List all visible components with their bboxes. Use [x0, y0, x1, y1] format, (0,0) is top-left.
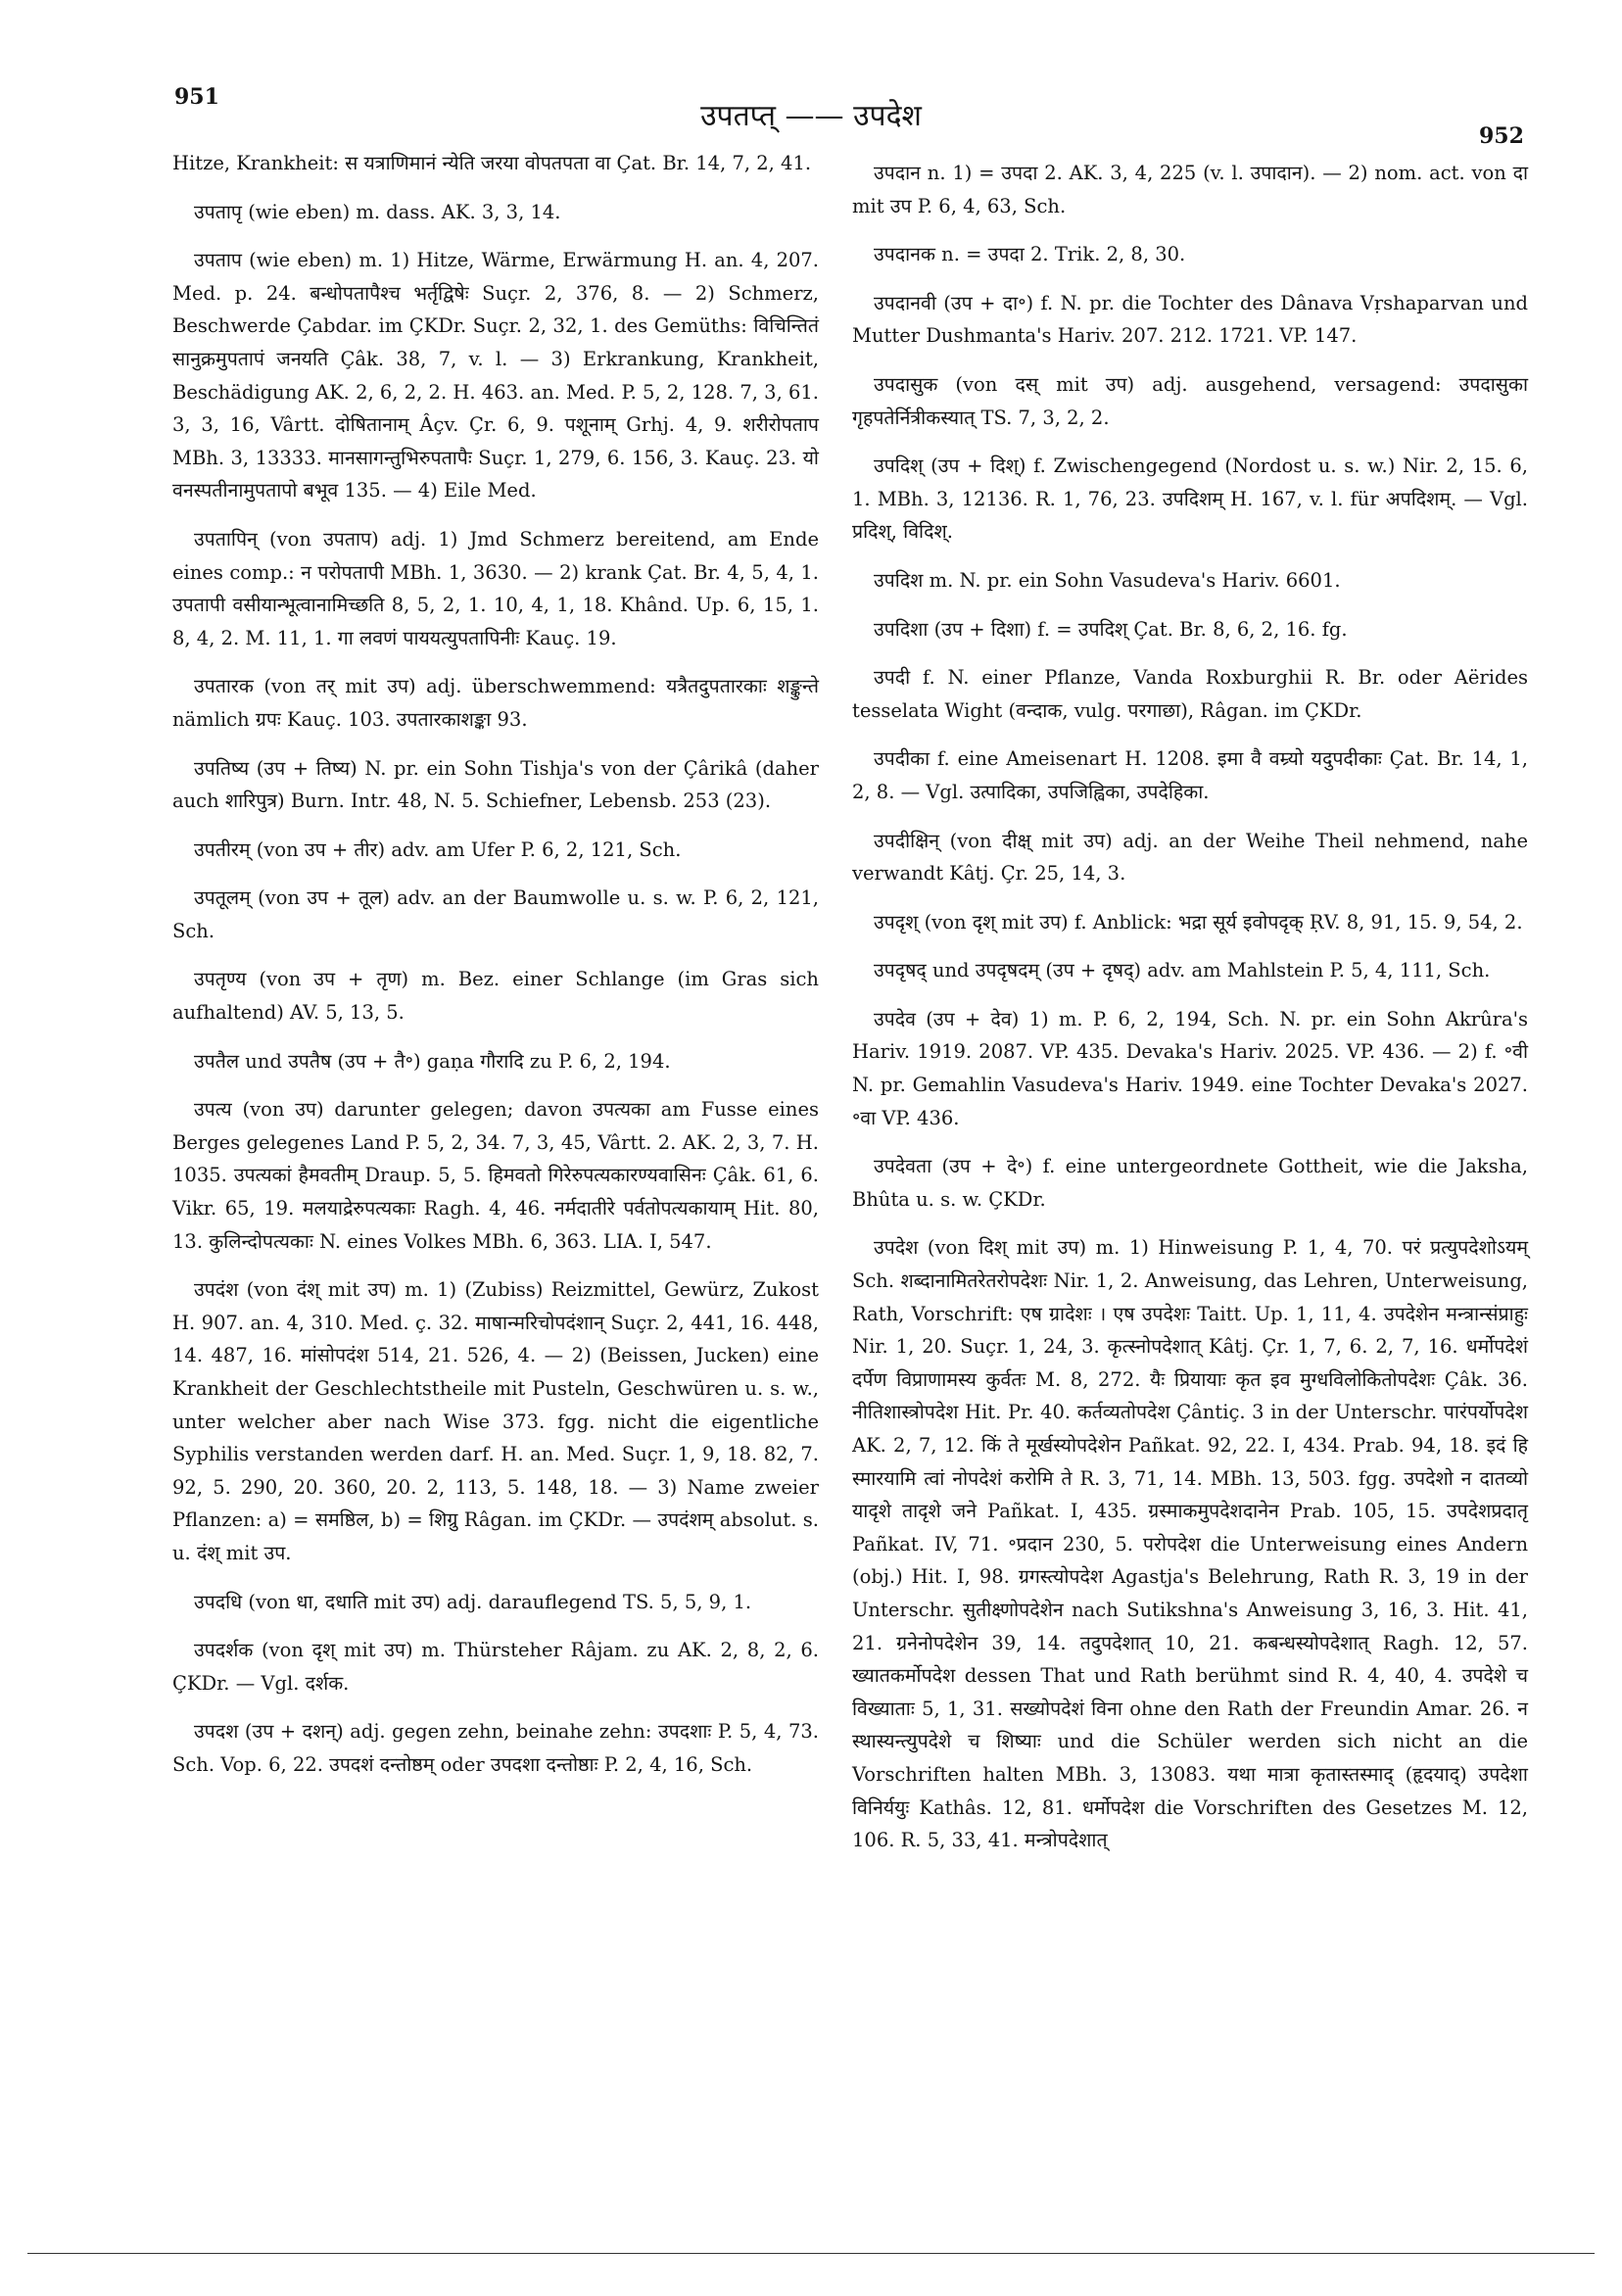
bottom-rule — [27, 2253, 1595, 2254]
left-column — [172, 147, 819, 1797]
dictionary-entry: उपदृषद् und उपदृषदम् (उप + दृषद्) adv. am Mahlstein P. 5, 4, 111, Sch. — [874, 959, 1491, 982]
dictionary-entry: उपदंश (von दंश् mit उप) m. 1) (Zubiss) Reizmittel, Gewürz, Zukost H. 907. an. 4, 310. Med. ç. 32. माषान्मरिचोपदंशान् Suçr. 2, 441, 16. 448, 14. 487, 16. मांसोपदंश 514, 21. 526, 4. — 2) (Beissen, Jucken) eine Krankheit der Geschlechtstheile mit Pusteln, Geschwüren u. s. w., unter welcher aber nach Wise 373. fgg. nicht die eigentliche Syphilis verstanden werden darf. H. an. Med. Suçr. 1, 9, 18. 82, 7. 92, 5. 290, 20. 360, 20. 2, 113, 5. 148, 18. — 3) Name zweier Pflanzen: a) = समष्ठिल, b) = शिग्रु Râgan. im ÇKDr. — उपदंशम् absolut. s. u. दंश् mit उप. — [172, 1278, 819, 1564]
dictionary-entry: उपतैल und उपतैष (उप + तै॰) gaṇa गौरादि zu P. 6, 2, 194. — [194, 1049, 671, 1073]
left-page-number: 951 — [174, 84, 219, 110]
right-page-number: 952 — [1479, 123, 1524, 149]
dictionary-entry: उपदासुक (von दस् mit उप) adj. ausgehend, versagend: उपदासुका गृहपतेर्नित्रीकस्यात् TS. 7, 3, 2, 2. — [852, 372, 1528, 429]
dictionary-entry: उपतूलम् (von उप + तूल) adv. an der Baumwolle u. s. w. P. 6, 2, 121, Sch. — [172, 886, 819, 942]
dictionary-entry: उपदेव (उप + देव) 1) m. P. 6, 2, 194, Sch. N. pr. ein Sohn Akrûra's Hariv. 1919. 2087. VP. 435. Devaka's Hariv. 2025. VP. 436. — 2) f. ॰वी N. pr. Gemahlin Vasudeva's Hariv. 1949. eine Tochter Devaka's 2027. ॰वा VP. 436. — [852, 1007, 1528, 1129]
dictionary-entry: उपदिश् (उप + दिश्) f. Zwischengegend (Nordost u. s. w.) Nir. 2, 15. 6, 1. MBh. 3, 12136. R. 1, 76, 23. उपदिशम् H. 167, v. l. für अपदिशम्. — Vgl. प्रदिश्, विदिश्. — [852, 454, 1528, 544]
dictionary-entry: उपतिष्य (उप + तिष्य) N. pr. ein Sohn Tishja's von der Çârikâ (daher auch शारिपुत्र) Burn. Intr. 48, N. 5. Schiefner, Lebensb. 253 (23). — [172, 756, 819, 813]
running-head: उपतप्त् —— उपदेश — [700, 99, 922, 133]
dictionary-entry: उपतापृ (wie eben) m. dass. AK. 3, 3, 14. — [194, 200, 561, 223]
right-column — [852, 157, 1528, 1873]
dictionary-entry: उपदानक n. = उपदा 2. Trik. 2, 8, 30. — [874, 243, 1186, 266]
dictionary-entry: उपदिशा (उप + दिशा) f. = उपदिश् Çat. Br. 8, 6, 2, 16. fg. — [874, 617, 1348, 641]
dictionary-entry: उपदीक्षिन् (von दीक्ष् mit उप) adj. an der Weihe Theil nehmend, nahe verwandt Kâtj. Çr. 25, 14, 3. — [852, 829, 1528, 885]
dictionary-entry: उपतृण्य (von उप + तृण) m. Bez. einer Schlange (im Gras sich aufhaltend) AV. 5, 13, 5. — [172, 968, 819, 1025]
dictionary-entry: उपदेश (von दिश् mit उप) m. 1) Hinweisung P. 1, 4, 70. परं प्रत्युपदेशोऽयम् Sch. शब्दानामितरेतरोपदेशः Nir. 1, 2. Anweisung, das Lehren, Unterweisung, Rath, Vorschrift: एष ग्रादेशः । एष उपदेशः Taitt. Up. 1, 11, 4. उपदेशेन मन्त्रान्संप्राहुः Nir. 1, 20. Suçr. 1, 24, 3. कृत्स्नोपदेशात् Kâtj. Çr. 1, 7, 6. 2, 7, 16. धर्मोपदेशं दर्पेण विप्राणामस्य कुर्वतः M. 8, 272. यैः प्रियायाः कृत इव मुग्धविलोकितोपदेशः Çâk. 36. नीतिशास्त्रोपदेश Hit. Pr. 40. कर्तव्यतोपदेश Çântiç. 3 in der Unterschr. पारंपर्योपदेश AK. 2, 7, 12. किं ते मूर्खस्योपदेशेन Pañkat. 92, 22. I, 434. Prab. 94, 18. इदं हि स्मारयामि त्वां नोपदेशं करोमि ते R. 3, 71, 14. MBh. 13, 503. fgg. उपदेशो न दातव्यो यादृशे तादृशे जने Pañkat. I, 435. ग्रस्माकमुपदेशदानेन Prab. 105, 15. उपदेशप्रदातृ Pañkat. IV, 71. ॰प्रदान 230, 5. परोपदेश die Unterweisung eines Andern (obj.) Hit. I, 98. ग्रगस्त्योपदेश Agastja's Belehrung, Rath R. 3, 19 in der Unterschr. सुतीक्ष्णोपदेशेन nach Sutikshna's Anweisung 3, 16, 3. Hit. 41, 21. ग्रनेनोपदेशेन 39, 14. तदुपदेशात् 10, 21. कबन्धस्योपदेशात् Ragh. 12, 57. ख्यातकर्मोपदेश dessen That und Rath berühmt sind R. 4, 40, 4. उपदेशे च विख्याताः 5, 1, 31. सख्योपदेशं विना ohne den Rath der Freundin Amar. 26. न स्थास्यन्त्युपदेशे च शिष्याः und die Schüler werden sich nicht an die Vorschriften halten MBh. 3, 13083. यथा मात्रा कृतास्तस्माद् (हृदयाद्) उपदेशा विनिर्ययुः Kathâs. 12, 81. धर्मोपदेश die Vorschriften des Gesetzes M. 12, 106. R. 5, 33, 41. मन्त्रोपदेशात् — [852, 1236, 1528, 1852]
dictionary-entry: उपदर्शक (von दृश् mit उप) m. Thürsteher Râjam. zu AK. 2, 8, 2, 6. ÇKDr. — Vgl. दर्शक. — [172, 1639, 819, 1695]
dictionary-entry: उपदृश् (von दृश् mit उप) f. Anblick: भद्रा सूर्य इवोपदृक् ṚV. 8, 91, 15. 9, 54, 2. — [874, 910, 1523, 933]
dictionary-entry: उपतापिन् (von उपताप) adj. 1) Jmd Schmerz bereitend, am Ende eines comp.: न परोपतापी MBh. 1, 3630. — 2) krank Çat. Br. 4, 5, 4, 1. उपतापी वसीयान्भूत्वानामिच्छति 8, 5, 2, 1. 10, 4, 1, 18. Khând. Up. 6, 15, 1. 8, 4, 2. M. 11, 1. गा लवणं पाययत्युपतापिनीः Kauç. 19. — [172, 527, 819, 649]
dictionary-entry: उपताप (wie eben) m. 1) Hitze, Wärme, Erwärmung H. an. 4, 207. Med. p. 24. बन्धोपतापैश्च भर्तृद्विषेः Suçr. 2, 376, 8. — 2) Schmerz, Beschwerde Çabdar. im ÇKDr. Suçr. 2, 32, 1. des Gemüths: विचिन्तितं सानुक्रमुपतापं जनयति Çâk. 38, 7, v. l. — 3) Erkrankung, Krankheit, Beschädigung AK. 2, 6, 2, 2. H. 463. an. Med. P. 5, 2, 128. 7, 3, 61. 3, 3, 16, Vârtt. दोषितानाम् Âçv. Çr. 6, 9. पशूनाम् Grhj. 4, 9. शरीरोपताप MBh. 3, 13333. मानसागन्तुभिरुपतापैः Suçr. 1, 279, 6. 156, 3. Kauç. 23. यो वनस्पतीनामुपतापो बभूव 135. — 4) Eile Med. — [172, 249, 819, 502]
dictionary-entry: उपदी f. N. einer Pflanze, Vanda Roxburghii R. Br. oder Aërides tesselata Wight (वन्दाक, vulg. परगाछा), Râgan. im ÇKDr. — [852, 666, 1528, 722]
dictionary-entry: Hitze, Krankheit: स यत्राणिमानं न्येति जरया वोपतपता वा Çat. Br. 14, 7, 2, 41. — [172, 152, 812, 174]
dictionary-entry: उपदधि (von धा, दधाति mit उप) adj. darauflegend TS. 5, 5, 9, 1. — [194, 1590, 752, 1613]
dictionary-entry: उपत्य (von उप) darunter gelegen; davon उपत्यका am Fusse eines Berges gelegenes Land P. 5, 2, 34. 7, 3, 45, Vârtt. 2. AK. 2, 3, 7. H. 1035. उपत्यकां हैमवतीम् Draup. 5, 5. हिमवतो गिरेरुपत्यकारण्यवासिनः Çâk. 61, 6. Vikr. 65, 19. मलयाद्रेरुपत्यकाः Ragh. 4, 46. नर्मदातीरे पर्वतोपत्यकायाम् Hit. 80, 13. कुलिन्दोपत्यकाः N. eines Volkes MBh. 6, 363. LIA. I, 547. — [172, 1098, 819, 1253]
dictionary-entry: उपदान n. 1) = उपदा 2. AK. 3, 4, 225 (v. l. उपादान). — 2) nom. act. von दा mit उप P. 6, 4, 63, Sch. — [852, 162, 1528, 217]
dictionary-entry: उपदेवता (उप + दे॰) f. eine untergeordnete Gottheit, wie die Jaksha, Bhûta u. s. w. ÇKDr. — [852, 1155, 1528, 1211]
dictionary-entry: उपतीरम् (von उप + तीर) adv. am Ufer P. 6, 2, 121, Sch. — [194, 837, 682, 861]
dictionary-entry: उपदानवी (उप + दा॰) f. N. pr. die Tochter des Dânava Vṛshaparvan und Mutter Dushmanta's Hariv. 207. 212. 1721. VP. 147. — [852, 291, 1528, 348]
dictionary-entry: उपदश (उप + दशन्) adj. gegen zehn, beinahe zehn: उपदशाः P. 5, 4, 73. Sch. Vop. 6, 22. उपदशं दन्तोष्ठम् oder उपदशा दन्तोष्ठाः P. 2, 4, 16, Sch. — [172, 1720, 819, 1776]
dictionary-entry: उपतारक (von तर् mit उप) adj. überschwemmend: यत्रैतदुपतारकाः शङ्कुन्ते nämlich ग्रपः Kauç. 103. उपतारकाशङ्का 93. — [172, 675, 819, 731]
dictionary-entry: उपदिश m. N. pr. ein Sohn Vasudeva's Hariv. 6601. — [874, 568, 1341, 592]
dictionary-entry: उपदीका f. eine Ameisenart H. 1208. इमा वै वम्र्यो यदुपदीकाः Çat. Br. 14, 1, 2, 8. — Vgl. उत्पादिका, उपजिह्विका, उपदेहिका. — [852, 747, 1528, 803]
